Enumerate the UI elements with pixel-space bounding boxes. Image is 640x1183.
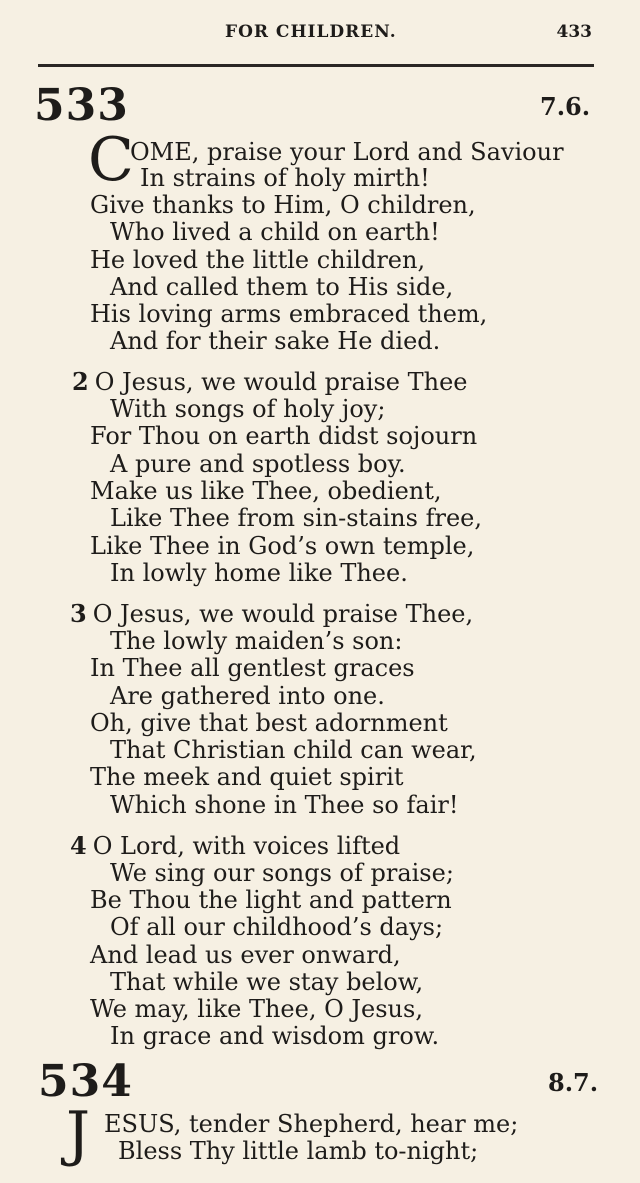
verse-line: His loving arms embraced them,	[90, 300, 488, 328]
verse-line: And for their sake He died.	[110, 327, 441, 355]
verse-line: With songs of holy joy;	[110, 395, 386, 423]
page-header	[0, 22, 640, 46]
verse-line: Be Thou the light and pattern	[90, 886, 452, 914]
verse-line: That Christian child can wear,	[110, 736, 477, 764]
stanza-number: 3	[70, 599, 87, 628]
verse-line-numbered	[72, 368, 468, 396]
verse-line: Who lived a child on earth!	[110, 218, 440, 246]
verse-line: Like Thee from sin-stains free,	[110, 504, 482, 532]
hymn-533-drop-cap: C	[88, 125, 134, 195]
verse-text: O Jesus, we would praise Thee	[94, 368, 468, 396]
verse-line: In grace and wisdom grow.	[110, 1022, 440, 1050]
verse-line: In lowly home like Thee.	[110, 559, 408, 587]
verse-line: Make us like Thee, obedient,	[90, 477, 442, 505]
verse-line: He loved the little children,	[90, 246, 426, 274]
stanza-number: 2	[72, 367, 89, 396]
verse-line: That while we stay below,	[110, 968, 424, 996]
verse-line: Of all our childhood’s days;	[110, 913, 444, 941]
verse-line: And called them to His side,	[110, 273, 454, 301]
verse-line: Oh, give that best adornment	[90, 709, 448, 737]
verse-line: Like Thee in God’s own temple,	[90, 532, 475, 560]
verse-text: O Jesus, we would praise Thee,	[92, 600, 474, 628]
verse-line: The meek and quiet spirit	[90, 763, 404, 791]
verse-line: For Thou on earth didst sojourn	[90, 422, 478, 450]
stanza-number: 4	[70, 831, 87, 860]
page-number: 433	[556, 22, 592, 42]
hymn-533-number: 533	[34, 80, 129, 131]
verse-line: OME, praise your Lord and Saviour	[130, 138, 564, 166]
verse-line: Which shone in Thee so fair!	[110, 791, 459, 819]
verse-line-numbered	[70, 600, 473, 628]
verse-line: ESUS, tender Shepherd, hear me;	[104, 1110, 519, 1138]
verse-line: And lead us ever onward,	[90, 941, 401, 969]
verse-line: A pure and spotless boy.	[110, 450, 406, 478]
verse-line: In Thee all gentlest graces	[90, 654, 415, 682]
verse-text: O Lord, with voices lifted	[92, 832, 401, 860]
hymn-534-number: 534	[38, 1056, 133, 1107]
verse-line: We sing our songs of praise;	[110, 859, 454, 887]
header-rule	[38, 64, 594, 67]
verse-line: Are gathered into one.	[110, 682, 385, 710]
running-title: FOR CHILDREN.	[225, 22, 397, 42]
verse-line: The lowly maiden’s son:	[110, 627, 403, 655]
verse-line: In strains of holy mirth!	[140, 164, 430, 192]
verse-line: Give thanks to Him, O children,	[90, 191, 476, 219]
verse-line: Bless Thy little lamb to-night;	[118, 1137, 479, 1165]
verse-line: We may, like Thee, O Jesus,	[90, 995, 423, 1023]
verse-line-numbered	[70, 832, 400, 860]
hymn-533-meter: 7.6.	[540, 92, 591, 121]
hymn-534-drop-cap: J	[66, 1099, 91, 1169]
hymn-534-meter: 8.7.	[548, 1068, 599, 1097]
